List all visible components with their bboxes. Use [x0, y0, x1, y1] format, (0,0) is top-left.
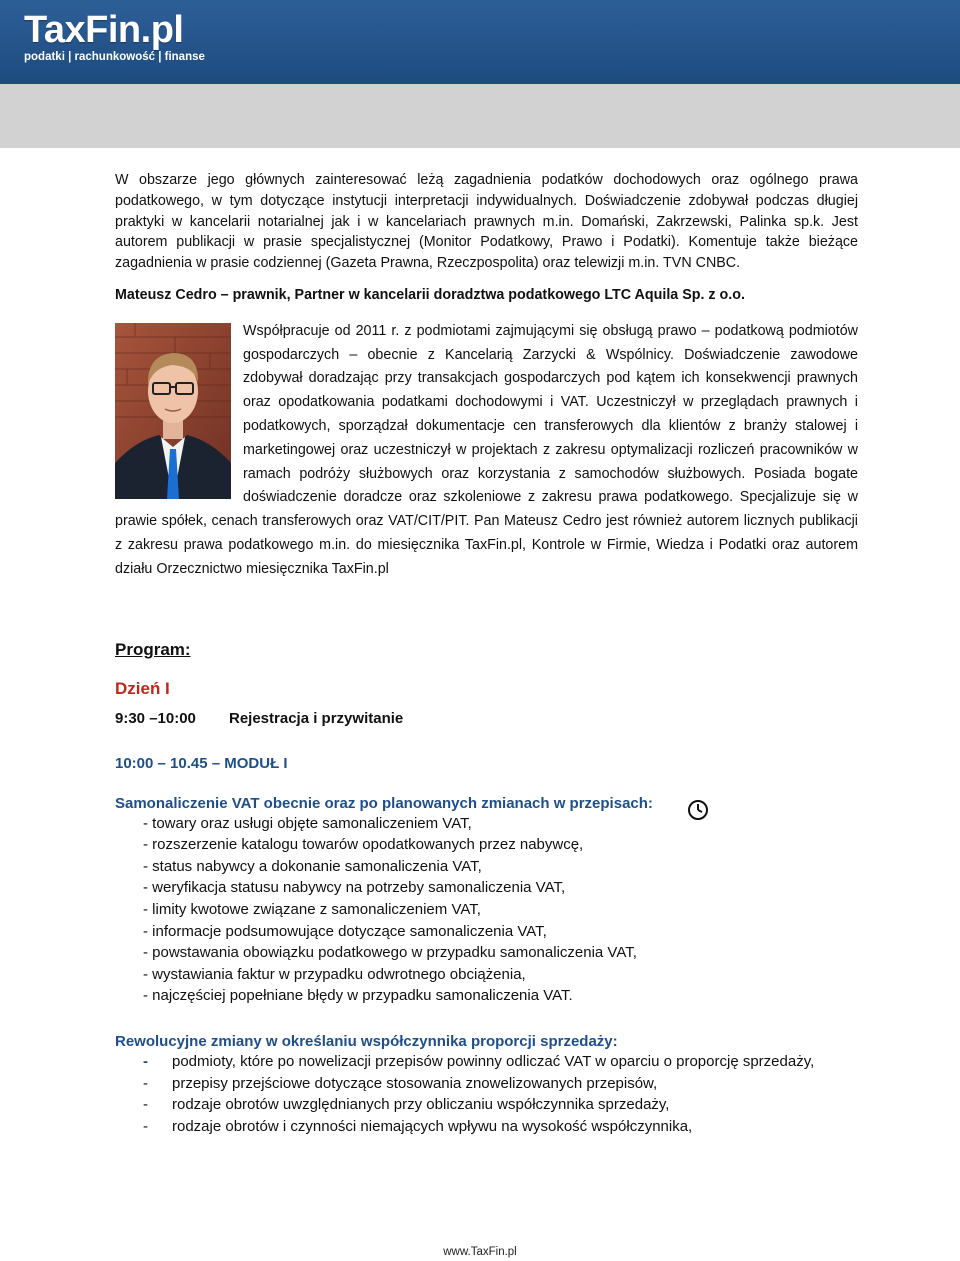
list-item: - wystawiania faktur w przypadku odwrotnego obciążenia,	[143, 965, 526, 983]
list-item: - najczęściej popełniane błędy w przypadku samonaliczenia VAT.	[143, 987, 573, 1005]
registration-label: Rejestracja i przywitanie	[229, 709, 404, 727]
header-grey-band	[0, 84, 960, 148]
registration-row	[115, 710, 858, 727]
speaker-photo	[115, 323, 231, 499]
taxfin-logo[interactable]	[24, 10, 205, 64]
list-item: - rozszerzenie katalogu towarów opodatkowanych przez nabywcę,	[143, 836, 584, 854]
list-item	[115, 1073, 858, 1095]
program-title: Program:	[115, 639, 191, 659]
footer-url[interactable]: www.TaxFin.pl	[443, 1246, 517, 1258]
section1-title: Samonaliczenie VAT obecnie oraz po planowanych zmianach w przepisach:	[115, 794, 653, 812]
clock-icon	[687, 799, 709, 826]
speaker2-section	[115, 320, 858, 582]
logo-tagline: podatki | rachunkowość | finanse	[24, 51, 205, 63]
list-item: - powstawania obowiązku podatkowego w przypadku samonaliczenia VAT,	[143, 944, 637, 962]
section2-list	[115, 1051, 858, 1138]
list-item: - weryfikacja statusu nabywcy na potrzeby samonaliczenia VAT,	[143, 879, 566, 897]
list-item: - status nabywcy a dokonanie samonaliczenia VAT,	[143, 857, 482, 875]
list-item: - towary oraz usługi objęte samonaliczeniem VAT,	[143, 814, 472, 832]
section1-list	[115, 813, 858, 1007]
list-item-text: przepisy przejściowe dotyczące stosowania znowelizowanych przepisów,	[172, 1074, 658, 1092]
list-item	[115, 1051, 858, 1073]
list-item	[115, 1094, 858, 1116]
registration-time: 9:30 –10:00	[115, 709, 196, 727]
dash-marker: -	[143, 1052, 148, 1070]
speaker2-bio: Współpracuje od 2011 r. z podmiotami zajmującymi się obsługą prawo – podatkową podmiotów gospodarczych – obecnie z Kancelarią Zarzycki & Wspólnicy. Doświadczenie zawodowe zdobywał doradzając przy transakcjach gospodarczych pod kątem ich konsekwencji prawnych oraz opodatkowania podatkami dochodowymi i VAT. Uczestniczył w przeglądach prawnych i podatkowych, sporządzał dokumentacje cen transferowych dla klientów z branży stalowej i marketingowej oraz uczestniczył w projektach z zakresu optymalizacji rozliczeń pracowników w ramach podróży służbowych oraz korzystania z samochodów służbowych. Posiada bogate doświadczenie doradcze oraz szkoleniowe z zakresu prawa podatkowego. Specjalizuje się w prawie spółek, cenach transferowych oraz VAT/CIT/PIT. Pan Mateusz Cedro jest również autorem licznych publikacji z zakresu prawa podatkowego m.in. do miesięcznika TaxFin.pl, Kontrole w Firmie, Wiedza i Podatki oraz autorem działu Orzecznictwo miesięcznika TaxFin.pl	[115, 322, 858, 577]
list-item-text: rodzaje obrotów i czynności niemających wpływu na wysokość współczynnika,	[172, 1118, 693, 1136]
list-item	[115, 1116, 858, 1138]
dash-marker: -	[143, 1074, 148, 1092]
list-item-text: podmioty, które po nowelizacji przepisów powinny odliczać VAT w oparciu o proporcję sprzedaży,	[172, 1052, 815, 1070]
list-item: - limity kwotowe związane z samonaliczeniem VAT,	[143, 900, 481, 918]
dash-marker: -	[143, 1096, 148, 1114]
list-item-text: rodzaje obrotów uwzględnianych przy obliczaniu współczynnika sprzedaży,	[172, 1096, 670, 1114]
list-item: - informacje podsumowujące dotyczące samonaliczenia VAT,	[143, 922, 547, 940]
header-banner	[0, 0, 960, 84]
speaker2-heading: Mateusz Cedro – prawnik, Partner w kancelarii doradztwa podatkowego LTC Aquila Sp. z o.o.	[115, 286, 745, 303]
dash-marker: -	[143, 1118, 148, 1136]
module-title: 10:00 – 10.45 – MODUŁ I	[115, 754, 288, 772]
speaker1-bio: W obszarze jego głównych zainteresować leżą zagadnienia podatków dochodowych oraz ogólnego prawa podatkowego, w tym dotyczące instytucji interpretacji indywidualnych. Doświadczenie zdobywał podczas długiej praktyki w kancelarii notarialnej jak i w kancelariach prawnych m.in. Domański, Zakrzewski, Palinka sp.k. Jest autorem publikacji w prasie specjalistycznej (Monitor Podatkowy, Prawo i Podatki). Komentuje także bieżące zagadnienia w prasie codziennej (Gazeta Prawna, Rzeczpospolita) oraz telewizji m.in. TVN CNBC.	[115, 172, 858, 272]
document-body	[115, 170, 858, 1138]
section2-title: Rewolucyjne zmiany w określaniu współczynnika proporcji sprzedaży:	[115, 1032, 618, 1050]
day-title: Dzień I	[115, 678, 170, 698]
logo-name: TaxFin.pl	[24, 9, 184, 51]
